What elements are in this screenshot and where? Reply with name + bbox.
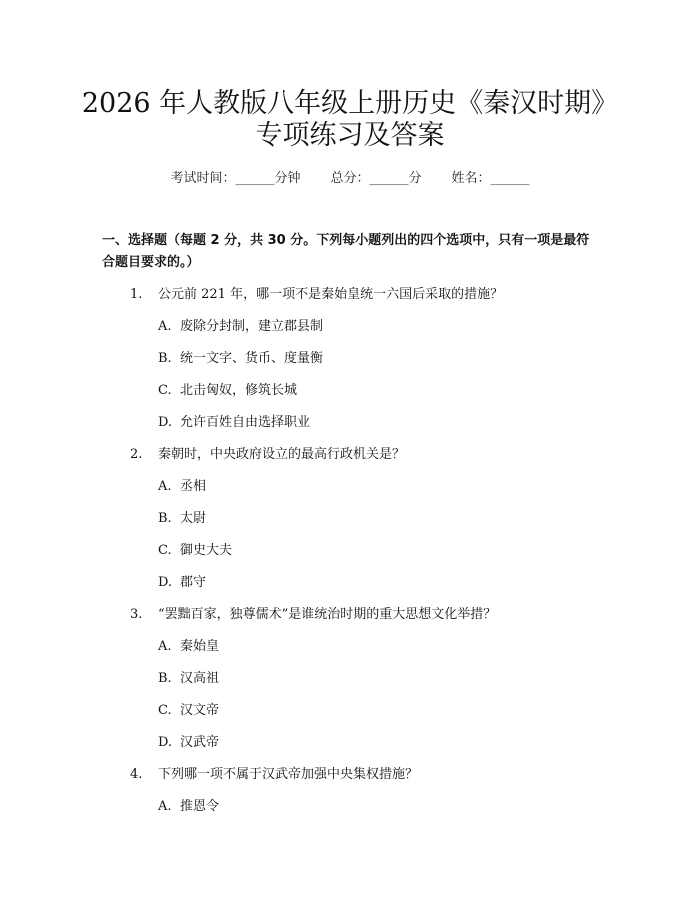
document-title-line-1: 2026 年人教版八年级上册历史《秦汉时期》 (81, 88, 619, 119)
option-letter: D. (158, 415, 173, 430)
exam-time-field: 考试时间：______分钟 (170, 171, 301, 186)
option-4a (158, 798, 219, 816)
option-letter: A. (158, 479, 172, 494)
option-text: 太尉 (180, 511, 207, 526)
question-number: 3. (130, 607, 143, 622)
option-letter: B. (158, 351, 172, 366)
option-text: 丞相 (180, 479, 207, 494)
option-letter: B. (158, 511, 172, 526)
question-1 (130, 286, 503, 304)
question-4 (130, 766, 418, 784)
question-3 (130, 606, 496, 624)
option-text: 允许百姓自由选择职业 (180, 415, 311, 430)
option-letter: D. (158, 575, 173, 590)
option-letter: A. (158, 319, 172, 334)
option-1c (158, 382, 297, 400)
option-letter: A. (158, 639, 172, 654)
option-letter: B. (158, 671, 172, 686)
option-1a (158, 318, 323, 336)
option-2a (158, 478, 206, 496)
option-text: 秦始皇 (180, 639, 220, 654)
question-text: “罢黜百家，独尊儒术”是谁统治时期的重大思想文化举措？ (158, 607, 497, 622)
option-text: 汉高祖 (180, 671, 220, 686)
option-letter: D. (158, 735, 173, 750)
option-3b (158, 670, 219, 688)
option-text: 郡守 (180, 575, 207, 590)
option-letter: A. (158, 799, 172, 814)
exam-info (0, 170, 700, 188)
option-2c (158, 542, 232, 560)
option-text: 推恩令 (180, 799, 220, 814)
section-heading: 一、选择题（每题 2 分，共 30 分。下列每小题列出的四个选项中，只有一项是最符合题目要求的。） (102, 233, 590, 270)
option-3a (158, 638, 219, 656)
option-letter: C. (158, 703, 172, 718)
option-letter: C. (158, 383, 172, 398)
option-3c (158, 702, 219, 720)
option-text: 御史大夫 (180, 543, 233, 558)
option-letter: C. (158, 543, 172, 558)
question-number: 2. (130, 447, 143, 462)
exam-name-field: 姓名：______ (451, 171, 530, 186)
question-text: 下列哪一项不属于汉武帝加强中央集权措施？ (158, 767, 419, 782)
option-text: 北击匈奴，修筑长城 (180, 383, 298, 398)
option-text: 汉文帝 (180, 703, 220, 718)
option-2b (158, 510, 206, 528)
question-number: 4. (130, 767, 143, 782)
question-text: 公元前 221 年，哪一项不是秦始皇统一六国后采取的措施？ (158, 287, 504, 302)
option-2d (158, 574, 206, 592)
question-2 (130, 446, 405, 464)
option-1d (158, 414, 310, 432)
question-text: 秦朝时，中央政府设立的最高行政机关是？ (158, 447, 406, 462)
option-text: 废除分封制，建立郡县制 (180, 319, 324, 334)
exam-score-field: 总分：______分 (330, 171, 422, 186)
option-text: 统一文字、货币、度量衡 (180, 351, 324, 366)
question-number: 1. (130, 287, 143, 302)
option-text: 汉武帝 (180, 735, 220, 750)
option-3d (158, 734, 219, 752)
document-title-line-2: 专项练习及答案 (255, 120, 445, 151)
option-1b (158, 350, 323, 368)
